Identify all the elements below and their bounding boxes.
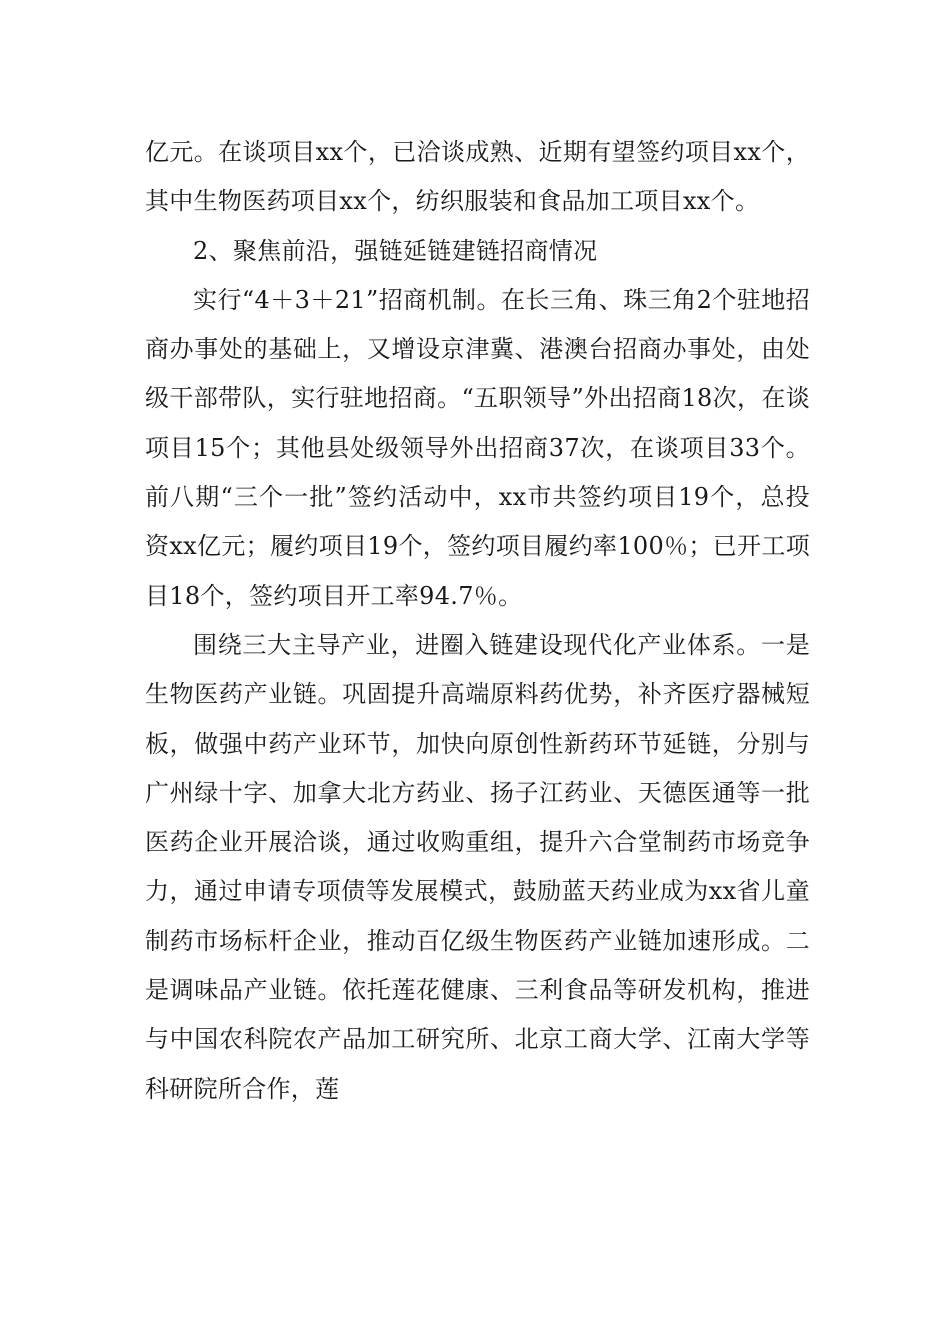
document-body bbox=[145, 128, 810, 1114]
paragraph-continuation: 亿元。在谈项目xx个，已洽谈成熟、近期有望签约项目xx个，其中生物医药项目xx个，纺织服装和食品加工项目xx个。 bbox=[145, 138, 810, 216]
paragraph-industry-chain: 围绕三大主导产业，进圈入链建设现代化产业体系。一是生物医药产业链。巩固提升高端原料药优势，补齐医疗器械短板，做强中药产业环节，加快向原创性新药环节延链，分别与广州绿十字、加拿大北方药业、扬子江药业、天德医通等一批医药企业开展洽谈，通过收购重组，提升六合堂制药市场竞争力，通过申请专项债等发展模式，鼓励蓝天药业成为xx省儿童制药市场标杆企业，推动百亿级生物医药产业链加速形成。二是调味品产业链。依托莲花健康、三利食品等研发机构，推进与中国农科院农产品加工研究所、北京工商大学、江南大学等科研院所合作，莲 bbox=[145, 630, 810, 1103]
section-heading: 2、聚焦前沿，强链延链建链招商情况 bbox=[193, 236, 598, 265]
paragraph-mechanism: 实行“4＋3＋21”招商机制。在长三角、珠三角2个驻地招商办事处的基础上，又增设京津冀、港澳台招商办事处，由处级干部带队，实行驻地招商。“五职领导”外出招商18次，在谈项目15个；其他县处级领导外出招商37次，在谈项目33个。前八期“三个一批”签约活动中，xx市共签约项目19个，总投资xx亿元；履约项目19个，签约项目履约率100％；已开工项目18个，签约项目开工率94.7％。 bbox=[145, 285, 810, 610]
